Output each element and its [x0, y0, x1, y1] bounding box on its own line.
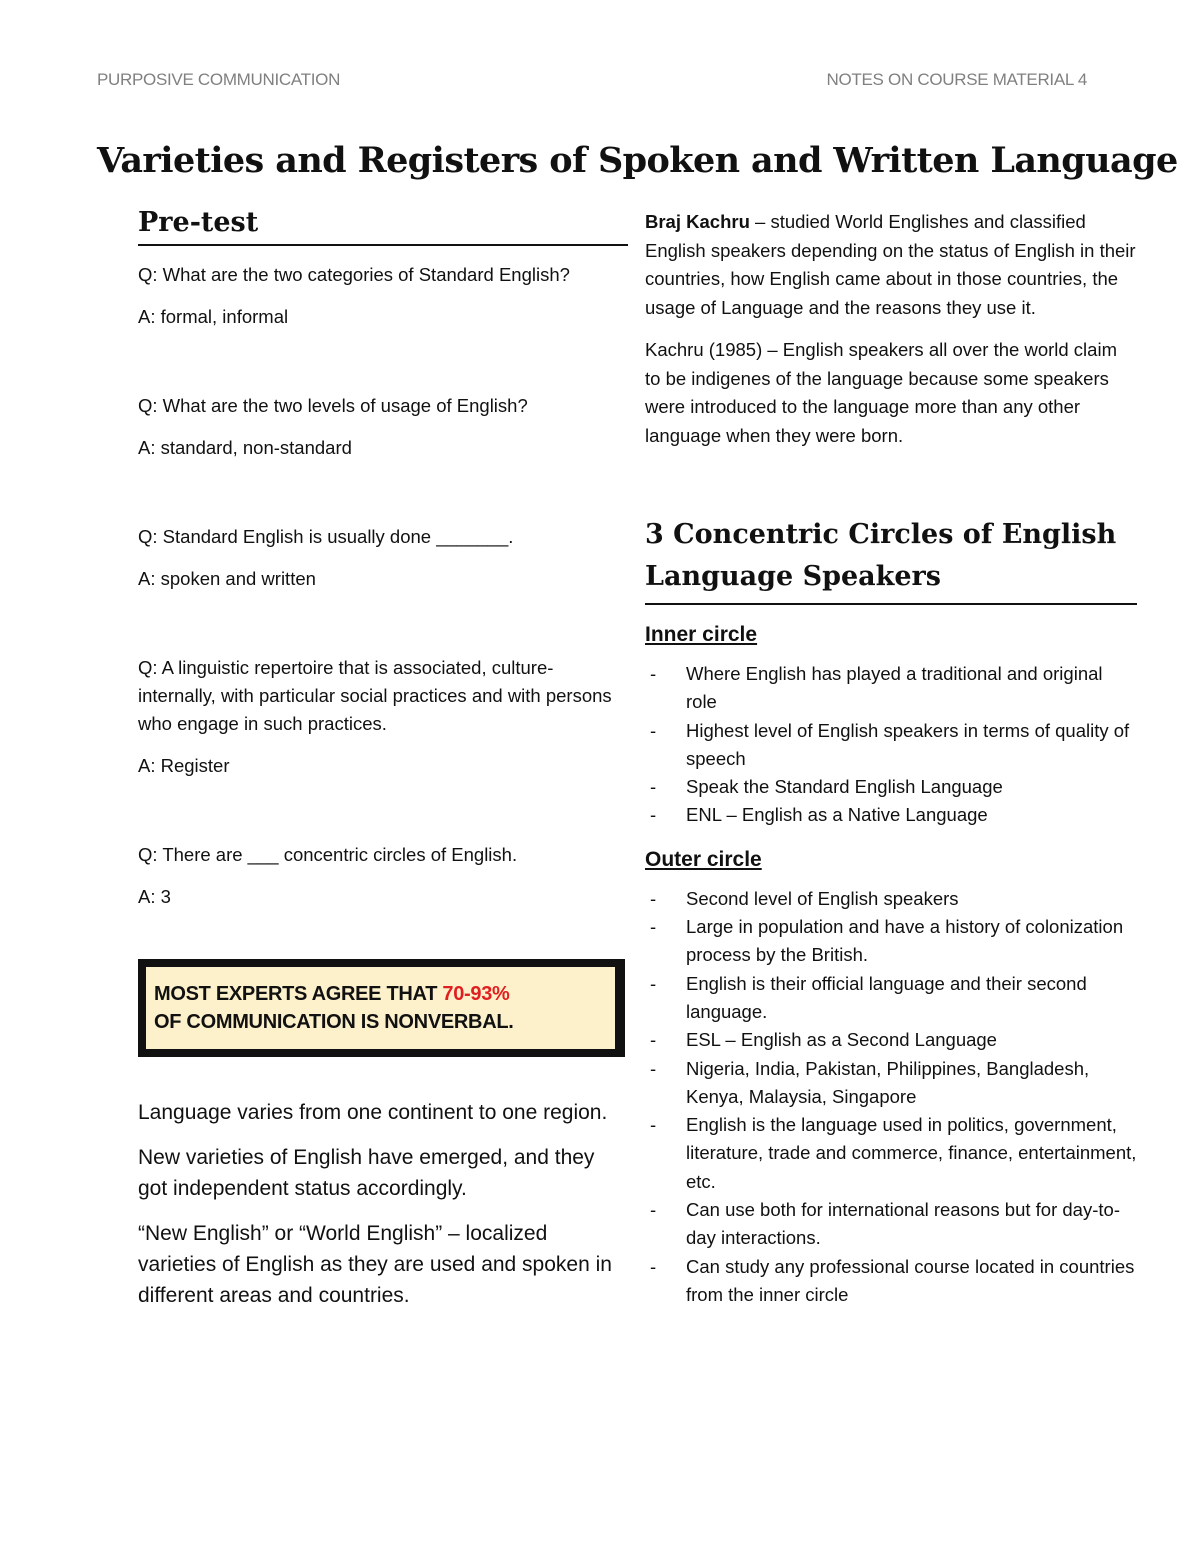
question: Q: There are ___ concentric circles of English.: [138, 844, 518, 865]
inner-circle-list: [645, 660, 1137, 830]
nonverbal-callout: [138, 959, 625, 1057]
question: Q: Standard English is usually done _______.: [138, 526, 514, 547]
question: Q: What are the two categories of Standard English?: [138, 264, 570, 285]
list-item: - Second level of English speakers: [645, 885, 1137, 913]
answer: A: standard, non-standard: [138, 437, 352, 458]
inner-circle-heading: Inner circle: [645, 623, 758, 646]
kachru-name: Braj Kachru: [645, 211, 750, 232]
answer: A: spoken and written: [138, 568, 316, 589]
header-right: NOTES ON COURSE MATERIAL 4: [826, 70, 1087, 89]
list-item: - ESL – English as a Second Language: [645, 1026, 1137, 1054]
answer: A: Register: [138, 755, 230, 776]
callout-line2: OF COMMUNICATION IS NONVERBAL.: [154, 1011, 514, 1033]
body-paragraph: New varieties of English have emerged, and they got independent status accordingly.: [138, 1146, 595, 1200]
callout-text: [146, 967, 615, 1049]
right-column: [645, 208, 1137, 1309]
page-title: Varieties and Registers of Spoken and Written Language: [97, 140, 1178, 181]
list-item: - English is their official language and their second language.: [645, 970, 1137, 1027]
answer: A: 3: [138, 886, 171, 907]
list-item: - Speak the Standard English Language: [645, 773, 1137, 801]
question: Q: A linguistic repertoire that is associated, culture-internally, with particular social practices and with persons who engage in such practices.: [138, 657, 612, 734]
body-paragraph: “New English” or “World English” – localized varieties of English as they are used and spoken in different areas and countries.: [138, 1222, 612, 1307]
circles-heading: 3 Concentric Circles of English Language Speakers: [645, 514, 1137, 605]
kachru-description: – studied World Englishes and classified English speakers depending on the status of English in their countries, how English came about in those countries, the usage of Language and the reasons they use it.: [645, 211, 1136, 318]
outer-circle-heading: Outer circle: [645, 847, 762, 871]
kachru-1985-paragraph: Kachru (1985) – English speakers all over the world claim to be indigenes of the language because some speakers were introduced to the language more than any other language when they were born.: [645, 339, 1117, 446]
list-item: - Highest level of English speakers in terms of quality of speech: [645, 717, 1137, 774]
question: Q: What are the two levels of usage of English?: [138, 395, 528, 416]
left-column: [138, 207, 628, 1311]
list-item: - Can use both for international reasons but for day-to-day interactions.: [645, 1196, 1137, 1253]
pretest-heading: Pre-test: [138, 207, 628, 246]
body-paragraph: Language varies from one continent to one region.: [138, 1101, 608, 1124]
callout-highlight: 70-93%: [442, 983, 510, 1005]
list-item: - English is the language used in politics, government, literature, trade and commerce, finance, entertainment, etc.: [645, 1111, 1137, 1196]
list-item: - ENL – English as a Native Language: [645, 801, 1137, 829]
header-left: PURPOSIVE COMMUNICATION: [97, 70, 341, 89]
outer-circle-list: [645, 885, 1137, 1309]
list-item: - Nigeria, India, Pakistan, Philippines, Bangladesh, Kenya, Malaysia, Singapore: [645, 1055, 1137, 1112]
list-item: - Where English has played a traditional and original role: [645, 660, 1137, 717]
list-item: - Large in population and have a history of colonization process by the British.: [645, 913, 1137, 970]
list-item: - Can study any professional course located in countries from the inner circle: [645, 1253, 1137, 1310]
kachru-paragraph: [645, 208, 1137, 322]
answer: A: formal, informal: [138, 306, 289, 327]
callout-line1: MOST EXPERTS AGREE THAT: [154, 983, 443, 1005]
